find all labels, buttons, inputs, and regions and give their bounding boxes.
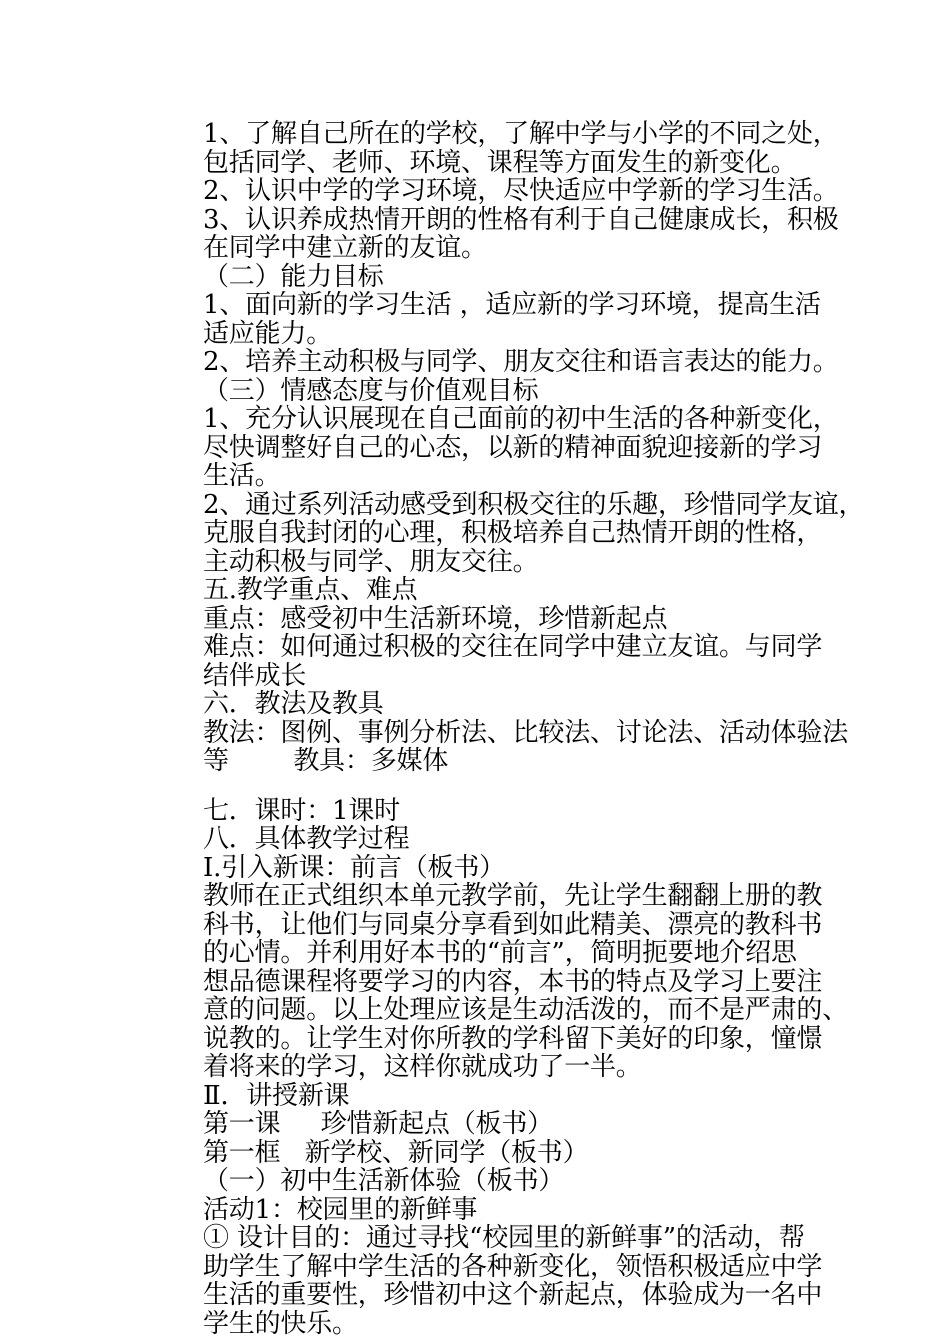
text-line: 的心情。并利用好本书的“前言”，简明扼要地介绍思 — [203, 938, 797, 968]
lesson-subtitle: 第一框 新学校、新同学（板书） — [203, 1137, 589, 1168]
text-line: 说教的。让学生对你所教的学科留下美好的印象，憧憬 — [203, 1023, 823, 1054]
text-line: 教师在正式组织本单元教学前，先让学生翻翻上册的教 — [203, 881, 823, 911]
text-line: 结伴成长 — [203, 660, 307, 691]
text-line: 2、培养主动积极与同学、朋友交往和语言表达的能力。 — [203, 347, 839, 377]
text-line: 尽快调整好自己的心态，以新的精神面貌迎接新的学习 — [203, 432, 823, 463]
section-heading: 七．课时：1课时 — [203, 795, 400, 826]
paragraph-gap — [203, 776, 823, 797]
document-body — [203, 119, 865, 1339]
text-line: 3、认识养成热情开朗的性格有利于自己健康成长，积极 — [203, 204, 839, 235]
section-heading: （二）能力目标 — [203, 261, 384, 292]
text-line: 想品德课程将要学习的内容，本书的特点及学习上要注 — [203, 966, 823, 997]
text-line: 克服自我封闭的心理，积极培养自己热情开朗的性格， — [203, 518, 823, 548]
text-line: 重点：感受初中生活新环境，珍惜新起点 — [203, 603, 668, 634]
text-line: 2、通过系列活动感受到积极交往的乐趣，珍惜同学友谊， — [203, 489, 865, 520]
text-line: ① 设计目的：通过寻找“校园里的新鲜事”的活动，帮 — [203, 1223, 805, 1253]
text-line: 在同学中建立新的友谊。 — [203, 233, 487, 263]
text-line: 生活的重要性，珍惜初中这个新起点，体验成为一名中 — [203, 1280, 823, 1310]
text-line: 着将来的学习，这样你就成功了一半。 — [203, 1052, 642, 1082]
section-heading: Ⅰ.引入新课：前言（板书） — [203, 852, 505, 883]
text-line: 等 教具：多媒体 — [203, 746, 449, 776]
lesson-title: 第一课 珍惜新起点（板书） — [203, 1109, 553, 1139]
text-line: 1、充分认识展现在自己面前的初中生活的各种新变化， — [203, 404, 839, 434]
section-heading: 八．具体教学过程 — [203, 824, 410, 854]
section-heading: 六．教法及教具 — [203, 689, 384, 719]
text-line: 适应能力。 — [203, 318, 333, 349]
text-line: 包括同学、老师、环境、课程等方面发生的新变化。 — [203, 147, 797, 178]
section-heading: 五.教学重点、难点 — [203, 575, 418, 605]
text-line: 2、认识中学的学习环境，尽快适应中学新的学习生活。 — [203, 176, 839, 206]
text-line: 生活。 — [203, 461, 281, 491]
text-line: 难点：如何通过积极的交往在同学中建立友谊。与同学 — [203, 632, 823, 662]
section-heading: （一）初中生活新体验（板书） — [203, 1166, 565, 1196]
text-line: 主动积极与同学、朋友交往。 — [203, 546, 539, 577]
text-line: 教法：图例、事例分析法、比较法、讨论法、活动体验法 — [203, 717, 849, 748]
text-line: 学生的快乐。 — [203, 1308, 358, 1339]
text-line: 科书，让他们与同桌分享看到如此精美、漂亮的教科书 — [203, 909, 823, 940]
text-line: 1、面向新的学习生活 ，适应新的学习环境，提高生活 — [203, 290, 821, 320]
text-line: 助学生了解中学生活的各种新变化，领悟积极适应中学 — [203, 1251, 823, 1282]
text-line: 意的问题。以上处理应该是生动活泼的，而不是严肃的、 — [203, 995, 849, 1025]
activity-title: 活动1：校园里的新鲜事 — [203, 1194, 478, 1225]
section-heading: （三）情感态度与价值观目标 — [203, 375, 539, 406]
text-line: 1、了解自己所在的学校，了解中学与小学的不同之处， — [203, 119, 839, 149]
section-heading: Ⅱ．讲授新课 — [203, 1080, 350, 1111]
